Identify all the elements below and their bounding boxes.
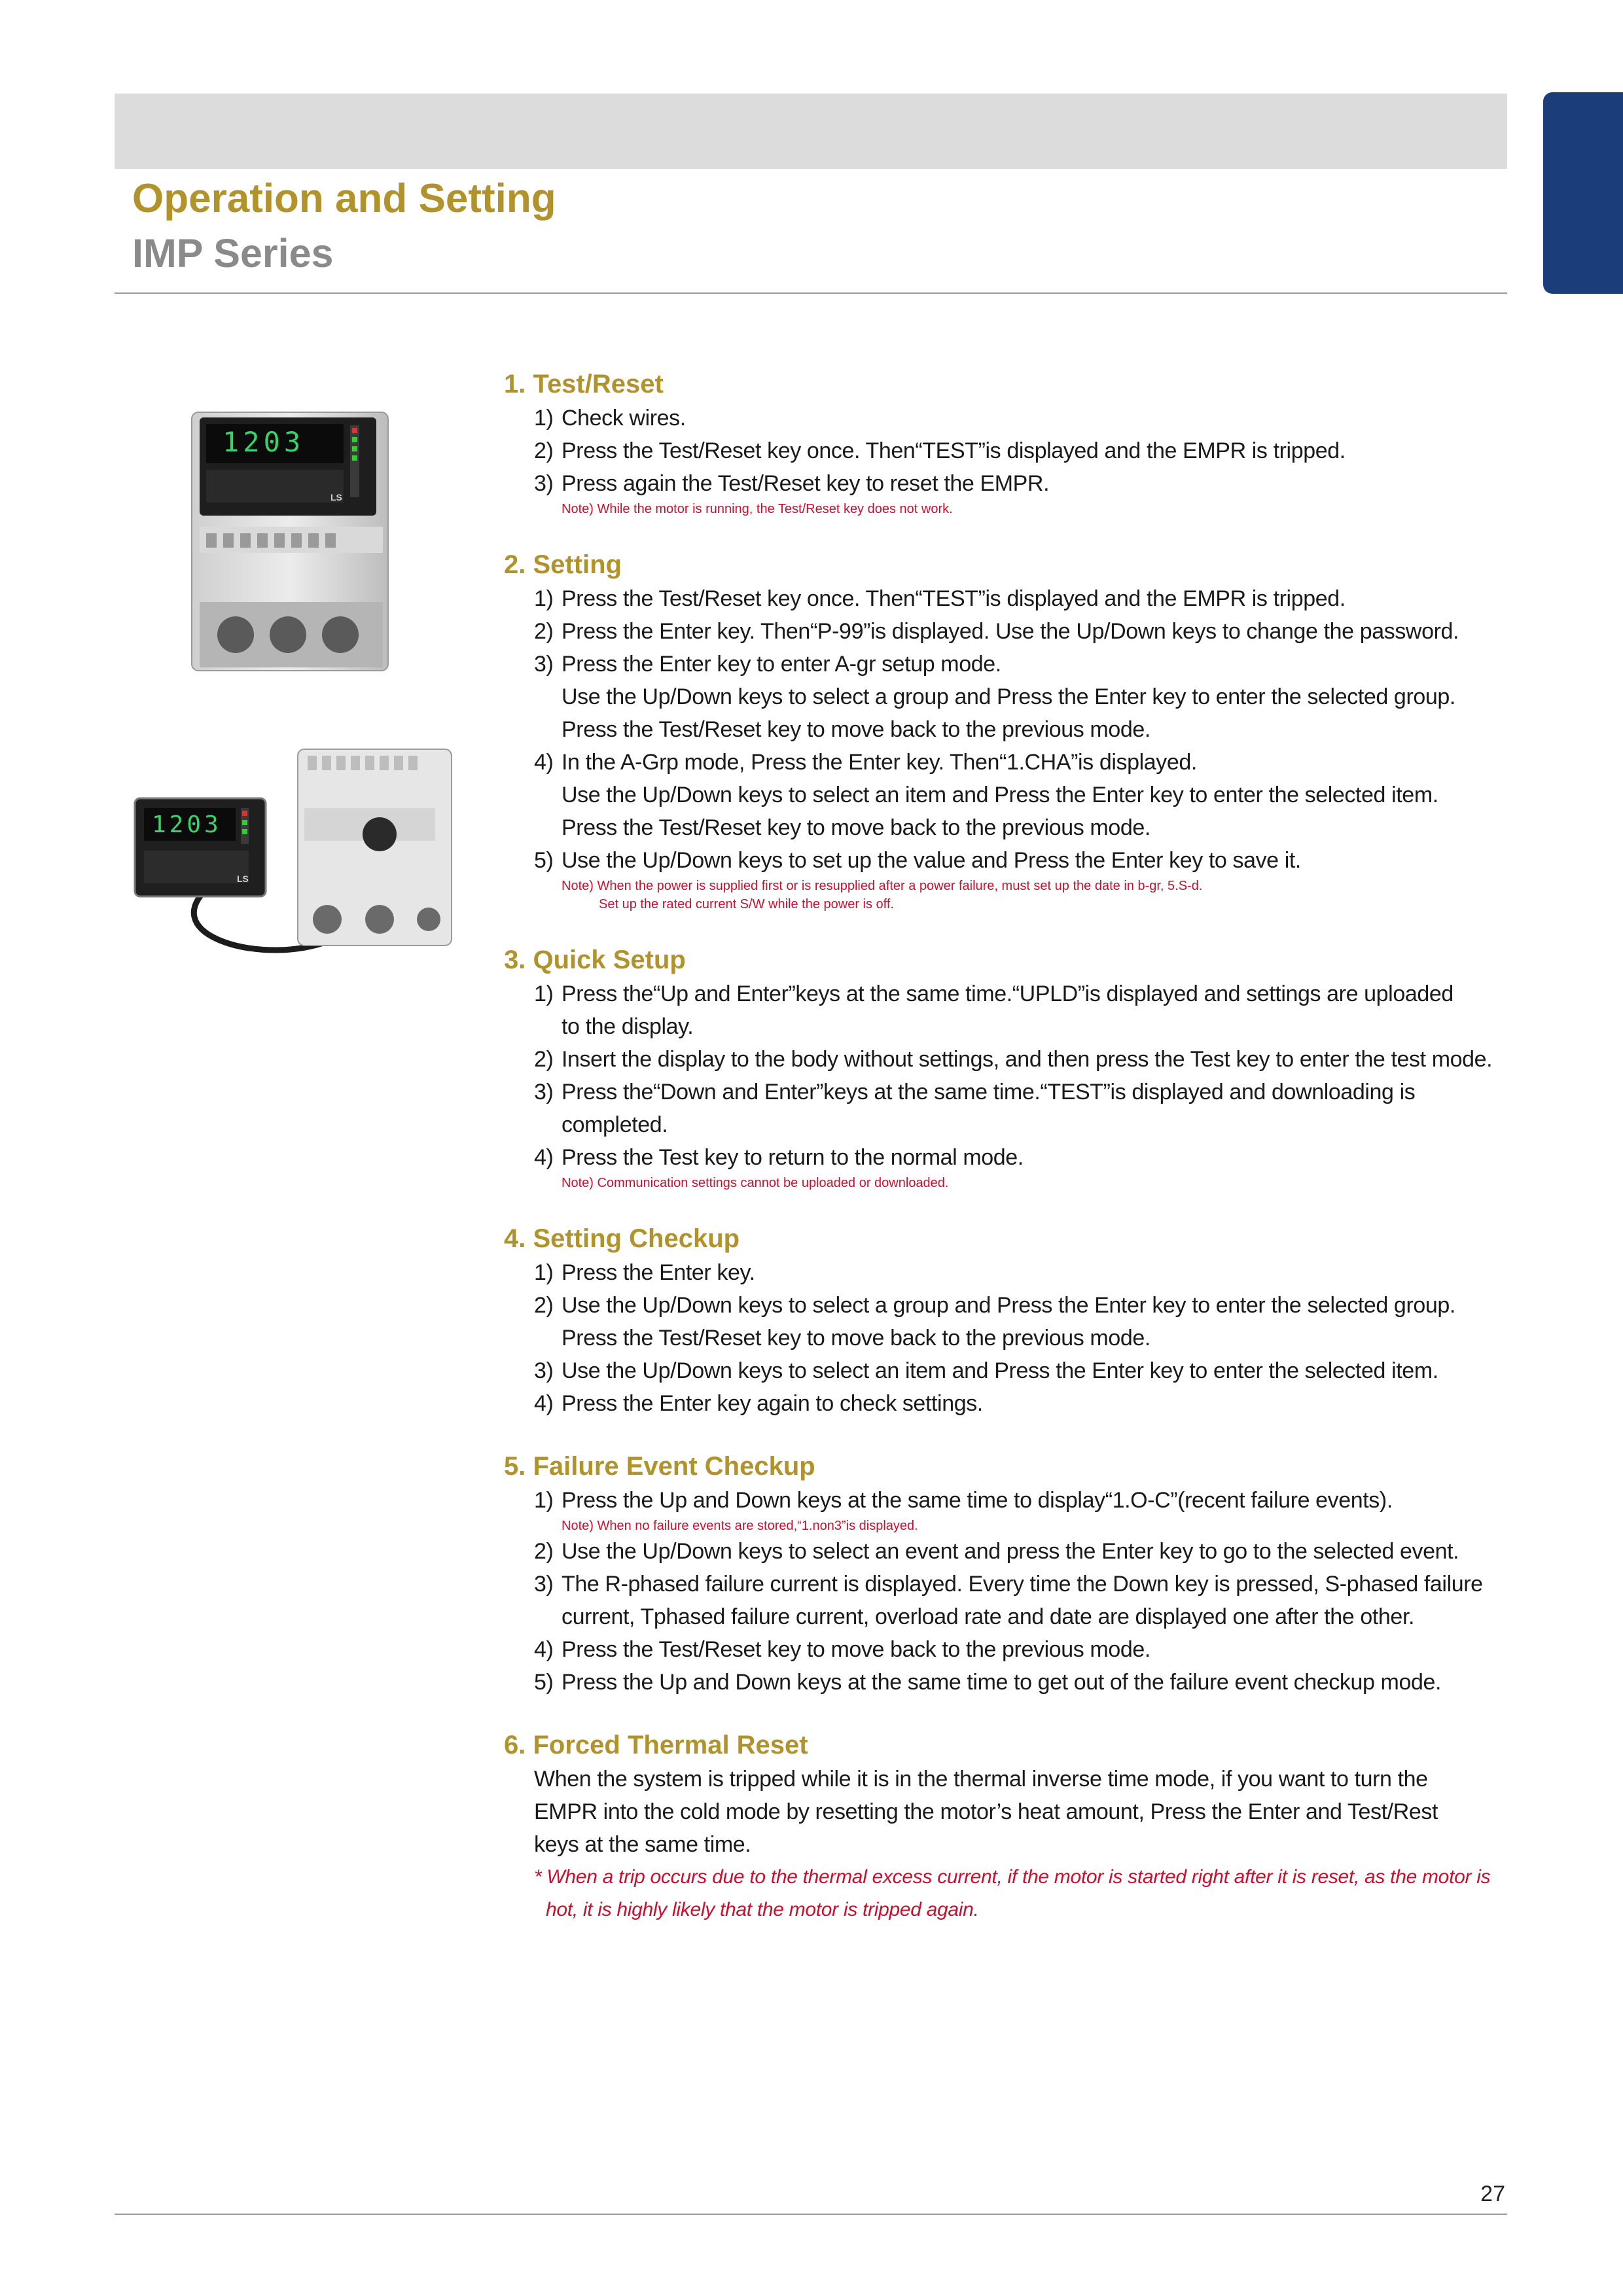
item-text: Press again the Test/Reset key to reset the EMPR. [562, 471, 1050, 496]
item-text: Use the Up/Down keys to select a group and Press the Enter key to enter the selected group. [562, 684, 1455, 709]
item-text: Press the“Up and Enter”keys at the same time.“UPLD”is displayed and settings are uploaded [562, 981, 1454, 1006]
item-text: Press the“Down and Enter”keys at the same time.“TEST”is displayed and downloading is [562, 1080, 1416, 1104]
separated-display-photo [131, 736, 458, 962]
section-note: Note) When the power is supplied first or is resupplied after a power failure, must set up the date in b-gr, 5.S-d. [562, 879, 1203, 893]
item-text: Press the Test/Reset key to move back to the previous mode. [562, 1637, 1150, 1662]
list-item [504, 1354, 1515, 1387]
paragraph-line: EMPR into the cold mode by resetting the motor’s heat amount, Press the Enter and Test/Rest [534, 1799, 1438, 1824]
item-text: Press the Enter key. Then“P-99”is displayed. Use the Up/Down keys to change the password. [562, 619, 1459, 644]
item-text: completed. [562, 1112, 668, 1137]
list-item [504, 1484, 1515, 1517]
item-number: 2) [534, 438, 554, 463]
list-item [504, 467, 1515, 500]
section-heading: 6. Forced Thermal Reset [504, 1731, 808, 1759]
item-text: Check wires. [562, 406, 686, 431]
list-item [504, 1289, 1515, 1354]
section-paragraph [504, 1763, 1515, 1861]
section-setting-checkup [504, 1221, 1515, 1420]
item-text: Press the Test key to return to the normal mode. [562, 1145, 1024, 1170]
item-text: Press the Test/Reset key to move back to the previous mode. [562, 717, 1150, 742]
section-heading: 3. Quick Setup [504, 945, 686, 974]
item-text: current, Tphased failure current, overload rate and date are displayed one after the other. [562, 1604, 1415, 1629]
section-note-continued: Set up the rated current S/W while the power is off. [599, 897, 894, 911]
item-number: 3) [534, 471, 554, 496]
list-item [504, 648, 1515, 746]
item-number: 3) [534, 1358, 554, 1383]
item-number: 1) [534, 586, 554, 611]
item-text: Insert the display to the body without settings, and then press the Test key to enter the test mode. [562, 1047, 1493, 1072]
item-text: Use the Up/Down keys to select an item and Press the Enter key to enter the selected item. [562, 783, 1438, 807]
item-text: Press the Test/Reset key to move back to the previous mode. [562, 815, 1150, 840]
item-text: Press the Enter key to enter A-gr setup mode. [562, 652, 1001, 677]
item-number: 4) [534, 1391, 554, 1416]
section-note: Note) While the motor is running, the Test/Reset key does not work. [562, 502, 953, 516]
item-text: Use the Up/Down keys to select an event and press the Enter key to go to the selected event. [562, 1539, 1459, 1564]
warning-note [504, 1861, 1515, 1926]
list-item [504, 1076, 1515, 1141]
list-item [504, 1043, 1515, 1076]
item-text: Press the Test/Reset key once. Then“TEST”is displayed and the EMPR is tripped. [562, 438, 1346, 463]
list-item [504, 402, 1515, 434]
section-quick-setup [504, 942, 1515, 1192]
warning-line: hot, it is highly likely that the motor is tripped again. [546, 1899, 979, 1920]
footer-divider [115, 2214, 1507, 2215]
item-number: 1) [534, 1488, 554, 1513]
list-item [504, 746, 1515, 844]
list-item [504, 615, 1515, 648]
item-number: 2) [534, 619, 554, 644]
list-item [504, 1568, 1515, 1633]
page-subtitle: IMP Series [132, 231, 334, 275]
item-number: 5) [534, 1670, 554, 1695]
page-title: Operation and Setting [132, 176, 556, 221]
warning-line: * When a trip occurs due to the thermal excess current, if the motor is started right after it is reset, as the motor is [534, 1866, 1491, 1888]
item-number: 3) [534, 652, 554, 677]
list-item [504, 582, 1515, 615]
item-number: 1) [534, 1260, 554, 1285]
item-number: 2) [534, 1539, 554, 1564]
item-text: Press the Enter key. [562, 1260, 755, 1285]
list-item [504, 434, 1515, 467]
list-item [504, 1633, 1515, 1666]
photo-2-readout: 1203 [152, 811, 222, 838]
instructions [504, 366, 1515, 1955]
list-item [504, 1535, 1515, 1568]
page-number: 27 [1480, 2181, 1505, 2206]
section-heading: 4. Setting Checkup [504, 1224, 740, 1253]
item-number: 4) [534, 750, 554, 775]
item-number: 1) [534, 981, 554, 1006]
section-setting [504, 547, 1515, 913]
item-text: Press the Up and Down keys at the same time to display“1.O-C”(recent failure events). [562, 1488, 1393, 1513]
section-test-reset [504, 366, 1515, 518]
item-number: 3) [534, 1572, 554, 1597]
paragraph-line: When the system is tripped while it is in the thermal inverse time mode, if you want to turn the [534, 1767, 1428, 1792]
section-heading: 1. Test/Reset [504, 370, 664, 398]
section-forced-thermal-reset [504, 1727, 1515, 1926]
item-text: In the A-Grp mode, Press the Enter key. Then“1.CHA”is displayed. [562, 750, 1197, 775]
item-text: Use the Up/Down keys to set up the value and Press the Enter key to save it. [562, 848, 1301, 873]
section-heading: 2. Setting [504, 550, 622, 579]
header-band [115, 94, 1507, 169]
photo-2-logo: LS [237, 874, 249, 884]
photo-1-readout: 1203 [223, 426, 305, 458]
item-text: to the display. [562, 1014, 694, 1039]
item-number: 4) [534, 1637, 554, 1662]
list-item [504, 1141, 1515, 1174]
item-number: 1) [534, 406, 554, 431]
chapter-tab [1543, 92, 1623, 294]
item-number: 4) [534, 1145, 554, 1170]
list-item [504, 1387, 1515, 1420]
header-divider [115, 292, 1507, 294]
item-text: Press the Enter key again to check settings. [562, 1391, 983, 1416]
section-note: Note) Communication settings cannot be uploaded or downloaded. [562, 1176, 949, 1190]
item-number: 2) [534, 1293, 554, 1318]
section-note: Note) When no failure events are stored,“1.non3”is displayed. [562, 1519, 918, 1533]
item-text: Use the Up/Down keys to select a group and Press the Enter key to enter the selected group. [562, 1293, 1455, 1318]
item-text: Press the Test/Reset key to move back to the previous mode. [562, 1326, 1150, 1351]
list-item [504, 1256, 1515, 1289]
section-failure-event-checkup [504, 1449, 1515, 1699]
section-heading: 5. Failure Event Checkup [504, 1452, 815, 1481]
photo-1-logo: LS [330, 492, 342, 503]
item-text: Use the Up/Down keys to select an item and Press the Enter key to enter the selected item. [562, 1358, 1438, 1383]
item-text: Press the Test/Reset key once. Then“TEST”is displayed and the EMPR is tripped. [562, 586, 1346, 611]
item-text: Press the Up and Down keys at the same time to get out of the failure event checkup mode. [562, 1670, 1442, 1695]
list-item [504, 844, 1515, 877]
item-number: 5) [534, 848, 554, 873]
item-number: 3) [534, 1080, 554, 1104]
list-item [504, 978, 1515, 1043]
paragraph-line: keys at the same time. [534, 1832, 751, 1857]
item-text: The R-phased failure current is displayed. Every time the Down key is pressed, S-phased failure [562, 1572, 1483, 1597]
list-item [504, 1666, 1515, 1699]
item-number: 2) [534, 1047, 554, 1072]
